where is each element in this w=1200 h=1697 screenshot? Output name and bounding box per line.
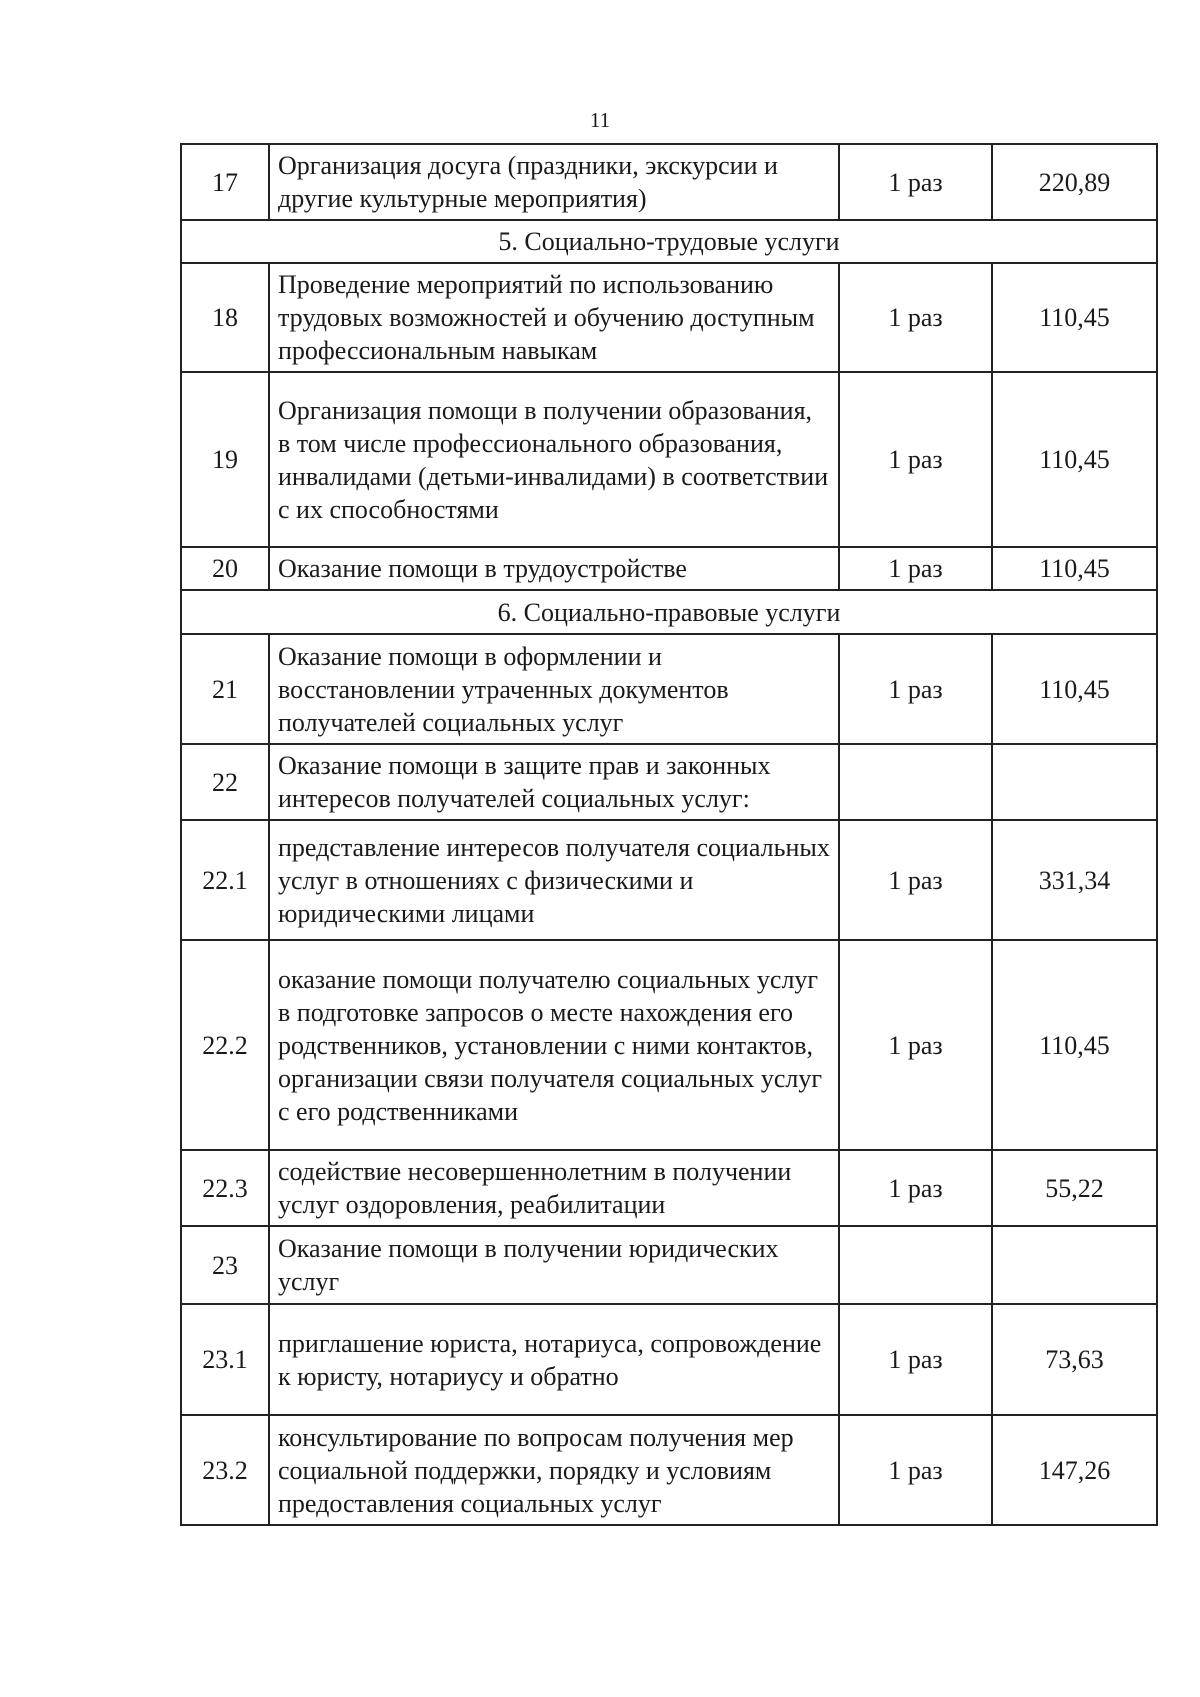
service-frequency: 1 раз [839,940,992,1150]
service-frequency: 1 раз [839,1415,992,1525]
table-row [181,144,1157,220]
table-row [181,1226,1157,1304]
service-price: 55,22 [992,1150,1157,1226]
service-description: приглашение юриста, нотариуса, сопровождение к юристу, нотариусу и обратно [269,1304,839,1415]
page-number: 11 [589,108,611,132]
table-row [181,744,1157,820]
service-frequency [839,1226,992,1304]
row-number: 21 [181,634,269,744]
service-description: консультирование по вопросам получения мер социальной поддержки, порядку и условиям предоставления социальных услуг [269,1415,839,1525]
service-frequency: 1 раз [839,1150,992,1226]
service-price: 73,63 [992,1304,1157,1415]
service-frequency: 1 раз [839,547,992,590]
row-number: 22.2 [181,940,269,1150]
service-description: Организация помощи в получении образования, в том числе профессионального образования, инвалидами (детьми-инвалидами) в соответствии с их способностями [269,372,839,547]
service-description: Оказание помощи в получении юридических услуг [269,1226,839,1304]
row-number: 19 [181,372,269,547]
section-title: 5. Социально-трудовые услуги [181,220,1157,263]
service-price: 331,34 [992,820,1157,940]
service-frequency: 1 раз [839,144,992,220]
table-row [181,1150,1157,1226]
row-number: 18 [181,263,269,372]
services-table [180,143,1158,1526]
row-number: 17 [181,144,269,220]
table-row [181,1415,1157,1525]
service-price: 110,45 [992,263,1157,372]
service-description: Оказание помощи в оформлении и восстановлении утраченных документов получателей социальных услуг [269,634,839,744]
service-price: 220,89 [992,144,1157,220]
service-price: 110,45 [992,372,1157,547]
service-frequency: 1 раз [839,1304,992,1415]
service-price: 110,45 [992,634,1157,744]
row-number: 23 [181,1226,269,1304]
service-price: 147,26 [992,1415,1157,1525]
service-description: Организация досуга (праздники, экскурсии и другие культурные мероприятия) [269,144,839,220]
service-description: Оказание помощи в защите прав и законных интересов получателей социальных услуг: [269,744,839,820]
section-row [181,590,1157,634]
table-row [181,940,1157,1150]
row-number: 22.1 [181,820,269,940]
table-row [181,547,1157,590]
table-row [181,372,1157,547]
row-number: 23.1 [181,1304,269,1415]
table-row [181,820,1157,940]
row-number: 20 [181,547,269,590]
service-frequency [839,744,992,820]
table-row [181,634,1157,744]
service-price [992,1226,1157,1304]
row-number: 22 [181,744,269,820]
service-description: Проведение мероприятий по использованию трудовых возможностей и обучению доступным профессиональным навыкам [269,263,839,372]
service-frequency: 1 раз [839,634,992,744]
service-price [992,744,1157,820]
table-row [181,1304,1157,1415]
table-row [181,263,1157,372]
service-description: оказание помощи получателю социальных услуг в подготовке запросов о месте нахождения его родственников, установлении с ними контактов, организации связи получателя социальных услуг с его родственниками [269,940,839,1150]
service-frequency: 1 раз [839,372,992,547]
service-frequency: 1 раз [839,820,992,940]
service-description: представление интересов получателя социальных услуг в отношениях с физическими и юридическими лицами [269,820,839,940]
section-title: 6. Социально-правовые услуги [181,590,1157,634]
section-row [181,220,1157,263]
service-price: 110,45 [992,940,1157,1150]
row-number: 23.2 [181,1415,269,1525]
row-number: 22.3 [181,1150,269,1226]
service-description: содействие несовершеннолетним в получении услуг оздоровления, реабилитации [269,1150,839,1226]
service-frequency: 1 раз [839,263,992,372]
service-description: Оказание помощи в трудоустройстве [269,547,839,590]
service-price: 110,45 [992,547,1157,590]
